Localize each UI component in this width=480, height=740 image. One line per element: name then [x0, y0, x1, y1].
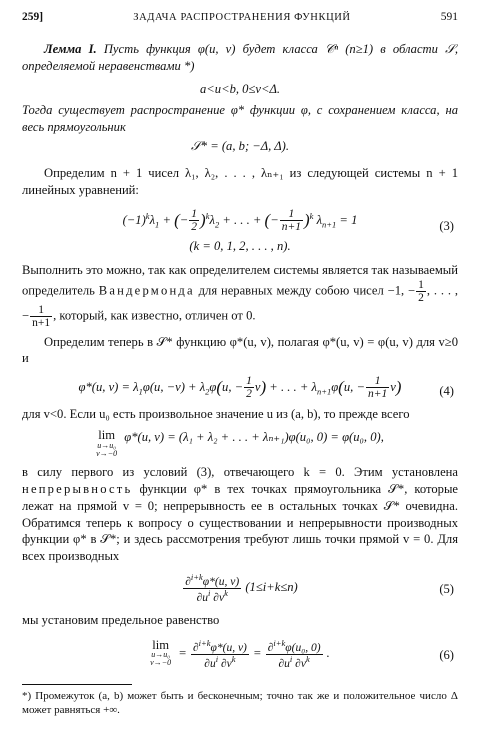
- continuity-word: непрерывность: [22, 481, 133, 496]
- paragraph-limit-equality: мы установим предельное равенство: [22, 612, 220, 627]
- footnote: *) Промежуток (a, b) может быть и бесконечным; точно так же и положительное число Δ может равняться +∞.: [22, 689, 458, 716]
- section-number: 259]: [22, 11, 44, 23]
- equation-limit-body: φ*(u, v) = (λ₁ + λ₂ + . . . + λₙ₊₁)φ(u₀, 0) = φ(u₀, 0),: [124, 430, 384, 445]
- lemma-statement: [22, 41, 458, 75]
- equation-3-body: $(-1)^k\lambda_1$ + (− $\frac{1}{2}$ )$^k\lambda_2$ + . . . + (− $\frac{1}{n+1}$ )$^k$ $\lambda_{n+1} = 1$: [122, 208, 358, 234]
- equation-6-body: = $\frac{\partial^{i+k}\varphi*(u, v)}{\partial u^i \partial v^k}$ = $\frac{\partial^{i+k}\varphi(u_0, 0)}{\partial u^i \partial v^k}$ .: [178, 637, 330, 670]
- equation-6-number: (6): [439, 647, 454, 662]
- paragraph-define-extension: Определим теперь в 𝒮* функцию φ*(u, v), полагая φ*(u, v) = φ(u, v) для v≥0 и: [22, 334, 458, 366]
- paragraph-vandermonde: Выполнить это можно, так как определителем системы является так называемый определитель Вандермонда для неравных между собою чисел −1, − $\frac{1}{2}$ , . . . , − $\frac{1}{n+1}$ , который, как известно, отличен от 0.: [22, 263, 458, 330]
- lemma-rectangle: 𝒮* = (a, b; −Δ, Δ).: [191, 138, 289, 153]
- limit-operator-6: lim u→u₀ v→−0: [150, 637, 172, 668]
- lemma-text: Пусть функция φ(u, v) будет класса 𝒞ⁿ (n≥1) в области 𝒮, определяемой неравенствами *): [22, 42, 458, 74]
- equation-5-number: (5): [439, 582, 454, 597]
- equation-4-body: φ*(u, $v) = \lambda_1\varphi(u$, $-v) + \lambda_2\varphi(u$, − $\frac{1}{2}$ v) + . . . + $\lambda_{n+1}\varphi(u$, − $\frac{1}{n+1}$ v): [78, 375, 402, 401]
- equation-3: [22, 208, 458, 233]
- paragraph-limit-intro: для v<0. Если u₀ есть произвольное значение u из (a, b), то прежде всего: [22, 407, 410, 422]
- equation-3-condition: (k = 0, 1, 2, . . . , n).: [189, 238, 291, 253]
- equation-5-body: $\frac{\partial^{i+k}\varphi*(u, v)}{\partial u^i \partial v^k}$ (1≤i+k≤n): [185, 572, 298, 604]
- limit-operator: lim u→u₀ v→−0: [96, 428, 118, 458]
- lemma-conclusion: Тогда существует распространение φ* функции φ, с сохранением класса, на весь прямоугольник: [22, 103, 458, 134]
- running-header: [22, 10, 458, 25]
- paragraph-define-lambdas: Определим n + 1 чисел λ₁, λ₂, . . . , λₙ₊₁ из следующей системы n + 1 линейных уравнений:: [22, 165, 458, 197]
- lemma-label: Лемма I.: [44, 42, 97, 57]
- equation-6: [22, 639, 458, 670]
- lemma-inequality: a<u<b, 0≤v<Δ.: [199, 82, 281, 97]
- page-number: 591: [440, 11, 458, 23]
- equation-4-number: (4): [439, 384, 454, 399]
- running-title: ЗАДАЧА РАСПРОСТРАНЕНИЯ ФУНКЦИЙ: [133, 12, 351, 23]
- equation-4: [22, 375, 458, 400]
- paragraph-continuity: в силу первого из условий (3), отвечающего k = 0. Этим установлена непрерывность функции φ* в тех точках прямоугольника 𝒮*, которые лежат на прямой v = 0; непрерывность ее в остальных точках 𝒮* очевидна. Обратимся теперь к вопросу о существовании и непрерывности производных функции φ* в 𝒮*; и здесь рассмотрения требуют лишь точки прямой v = 0. Для всех производных: [22, 464, 459, 564]
- equation-3-number: (3): [439, 219, 454, 234]
- vandermonde-word: Вандермонда: [98, 283, 195, 298]
- footnote-rule: [22, 684, 132, 685]
- equation-limit: [22, 429, 458, 458]
- equation-5: [22, 573, 458, 604]
